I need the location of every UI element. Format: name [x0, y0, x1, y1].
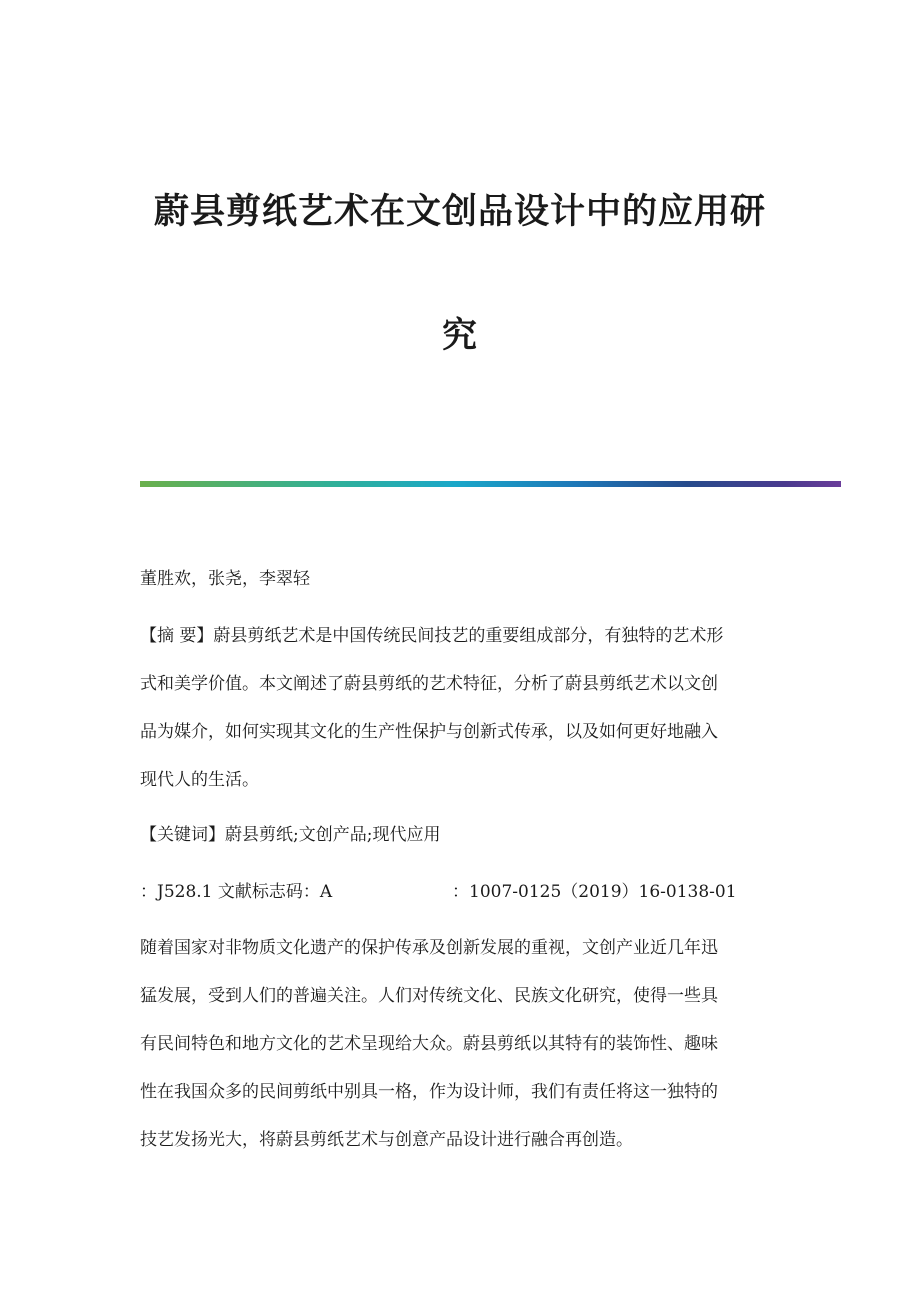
body-paragraph — [140, 936, 780, 1176]
abstract-line: 【摘 要】蔚县剪纸艺术是中国传统民间技艺的重要组成部分，有独特的艺术形 — [140, 626, 724, 646]
body-line: 技艺发扬光大，将蔚县剪纸艺术与创意产品设计进行融合再创造。 — [140, 1130, 633, 1150]
body-line: 有民间特色和地方文化的艺术呈现给大众。蔚县剪纸以其特有的装饰性、趣味 — [140, 1034, 718, 1054]
classification-line — [0, 880, 920, 904]
abstract-line: 品为媒介，如何实现其文化的生产性保护与创新式传承，以及如何更好地融入 — [140, 722, 718, 742]
article-number: ：1007-0125（2019）16-0138-01 — [452, 882, 737, 902]
abstract — [140, 624, 780, 816]
classification-number: ：J528.1 文献标志码：A — [140, 882, 333, 902]
authors: 董胜欢，张尧，李翠轻 — [140, 569, 310, 589]
abstract-line: 现代人的生活。 — [140, 770, 259, 790]
body-line: 猛发展，受到人们的普遍关注。人们对传统文化、民族文化研究，使得一些具 — [140, 986, 718, 1006]
paper-title-line-1: 蔚县剪纸艺术在文创品设计中的应用研 — [153, 191, 766, 232]
gradient-divider — [140, 481, 841, 487]
body-line: 性在我国众多的民间剪纸中别具一格，作为设计师，我们有责任将这一独特的 — [140, 1082, 718, 1102]
paper-title-line-2: 究 — [441, 315, 478, 356]
body-line: 随着国家对非物质文化遗产的保护传承及创新发展的重视，文创产业近几年迅 — [140, 938, 718, 958]
abstract-line: 式和美学价值。本文阐述了蔚县剪纸的艺术特征，分析了蔚县剪纸艺术以文创 — [140, 674, 718, 694]
keywords: 【关键词】蔚县剪纸;文创产品;现代应用 — [140, 825, 441, 845]
